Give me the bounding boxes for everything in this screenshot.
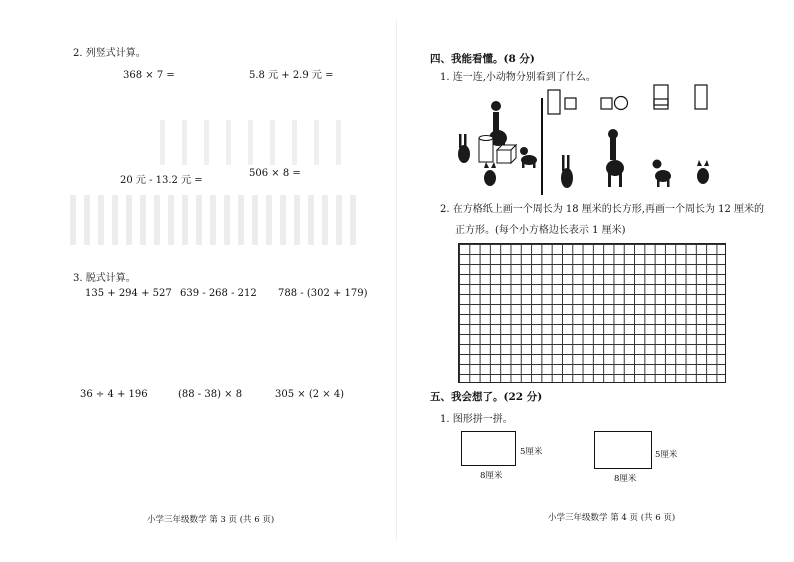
- rectangle-1: [461, 431, 516, 466]
- show-through-marks-upper: [160, 120, 350, 165]
- section-5-title: 五、我会想了。(22 分): [430, 391, 543, 403]
- problem-506x8: 506 × 8 =: [249, 168, 301, 179]
- rectangle-2-width-label: 8厘米: [614, 474, 637, 484]
- cat-icon: [484, 162, 496, 186]
- small-square-view: [565, 98, 576, 109]
- step-problem-5: (88 - 38) × 8: [178, 389, 243, 400]
- section-4-title: 四、我能看懂。(8 分): [430, 53, 535, 65]
- cat-icon: [697, 160, 709, 184]
- animals-row: [555, 128, 725, 193]
- step-problem-2: 639 - 268 - 212: [180, 288, 257, 299]
- dog-icon: [520, 147, 537, 168]
- step-problem-6: 305 × (2 × 4): [275, 389, 345, 400]
- tall-rectangle-view: [548, 90, 560, 114]
- step-problem-4: 36 ÷ 4 + 196: [80, 389, 148, 400]
- problem-368x7: 368 × 7 =: [123, 70, 175, 81]
- rectangle-2: [594, 431, 652, 469]
- rectangle-1-height-label: 5厘米: [520, 447, 543, 457]
- step-problem-3: 788 - (302 + 179): [278, 288, 368, 299]
- square-view: [601, 98, 612, 109]
- cylinder-object: [479, 136, 493, 163]
- problem-5.8-plus-2.9: 5.8 元 + 2.9 元 =: [249, 70, 334, 81]
- cube-object: [497, 145, 516, 163]
- question-5-1: 1. 图形拼一拼。: [440, 414, 513, 425]
- question-4-2-line2: 正方形。(每个小方格边长表示 1 厘米): [455, 225, 626, 236]
- question-4-2-line1: 2. 在方格纸上画一个周长为 18 厘米的长方形,再画一个周长为 12 厘米的: [440, 204, 765, 215]
- question-4-1: 1. 连一连,小动物分别看到了什么。: [440, 72, 596, 83]
- section-2-title: 2. 列竖式计算。: [73, 48, 146, 59]
- section-3-title: 3. 脱式计算。: [73, 273, 136, 284]
- views-shapes: [545, 85, 745, 115]
- giraffe-icon: [606, 129, 624, 187]
- problem-20-minus-13.2: 20 元 - 13.2 元 =: [120, 175, 203, 186]
- circle-view: [615, 97, 628, 110]
- dog-icon: [653, 160, 672, 188]
- right-footer: 小学三年级数学 第 4 页 (共 6 页): [548, 513, 676, 523]
- rectangle-1-width-label: 8厘米: [480, 471, 503, 481]
- rabbit-icon: [458, 134, 470, 163]
- single-tall-rectangle-view: [695, 85, 707, 109]
- stacked-rectangle-view: [654, 85, 668, 105]
- step-problem-1: 135 + 294 + 527: [85, 288, 172, 299]
- animal-scene: [455, 98, 545, 193]
- show-through-marks: [70, 195, 360, 245]
- square-grid-paper[interactable]: [458, 243, 726, 383]
- rectangle-2-height-label: 5厘米: [655, 450, 678, 460]
- rabbit-icon: [561, 155, 573, 188]
- left-footer: 小学三年级数学 第 3 页 (共 6 页): [147, 515, 275, 525]
